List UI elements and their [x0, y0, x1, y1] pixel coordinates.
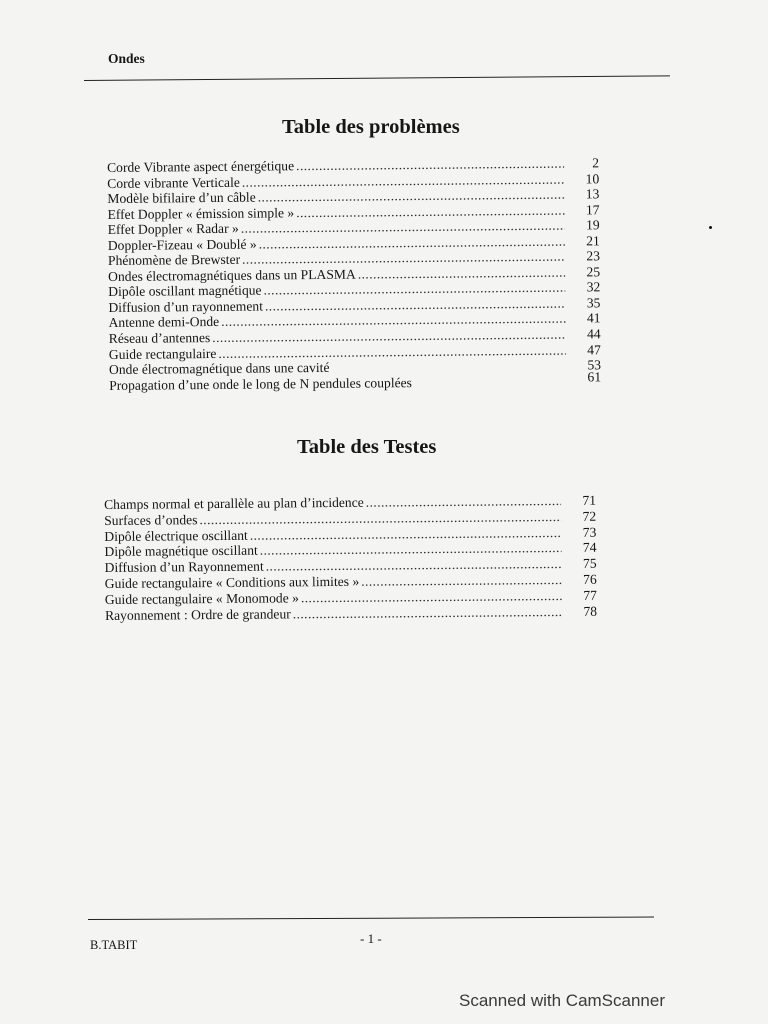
toc-entry-page: 35	[586, 295, 601, 311]
toc-entry-page: 13	[585, 186, 600, 202]
toc-entry-page: 17	[585, 201, 600, 218]
toc-entry-title: Propagation d’une onde le long de N pendules couplées	[109, 374, 412, 393]
toc-entry-page: 23	[586, 248, 601, 264]
toc-entry-page: 2	[592, 155, 600, 171]
toc-entry-title: Surfaces d’ondes	[104, 511, 198, 528]
toc-entry-title: Onde électromagnétique dans une cavité	[108, 359, 330, 378]
toc-entry-title: Réseau d’antennes	[108, 330, 211, 347]
toc-entry-page: 71	[582, 492, 597, 508]
toc-entry-page: 77	[583, 587, 597, 603]
problems-table-title: Table des problèmes	[282, 116, 460, 138]
toc-entry-page: 10	[585, 170, 600, 186]
toc-entry-page: 41	[586, 310, 601, 326]
toc-leader-dots	[414, 385, 566, 386]
toc-entry-title: Diffusion d’un rayonnement	[108, 298, 264, 315]
toc-entry	[105, 603, 597, 623]
toc-entry-page: 19	[585, 217, 600, 233]
toc-entry-title: Dipôle électrique oscillant	[104, 527, 248, 544]
scanner-watermark: Scanned with CamScanner	[459, 991, 666, 1010]
running-header: Ondes	[108, 51, 145, 66]
footer-page-number: - 1 -	[360, 931, 382, 946]
toc-entry-title: Effet Doppler « émission simple »	[107, 204, 295, 222]
tests-table-title: Table des Testes	[297, 436, 437, 458]
tests-toc-list	[104, 493, 597, 624]
toc-entry-page: 75	[582, 555, 597, 572]
toc-entry-title: Effet Doppler « Radar »	[107, 220, 239, 238]
toc-entry-page: 74	[582, 540, 597, 556]
toc-entry-page: 76	[583, 571, 597, 587]
toc-leader-dots	[293, 604, 562, 622]
toc-leader-dots	[331, 370, 566, 372]
toc-entry-page: 72	[582, 508, 597, 524]
toc-entry-page: 73	[582, 524, 597, 540]
toc-entry-title: Antenne demi-Onde	[108, 314, 220, 331]
toc-entry-title: Guide rectangulaire	[108, 345, 217, 362]
toc-entry-title: Champs normal et parallèle au plan d’incidence	[104, 494, 364, 512]
footer-author: B.TABIT	[90, 938, 138, 952]
toc-entry-title: Modèle bifilaire d’un câble	[107, 189, 256, 207]
toc-entry-title: Ondes électromagnétiques dans un PLASMA	[108, 266, 356, 284]
toc-entry-title: Doppler-Fizeau « Doublé »	[107, 236, 257, 253]
toc-entry-title: Guide rectangulaire « Monomode »	[104, 590, 299, 607]
toc-entry-title: Dipôle oscillant magnétique	[108, 282, 262, 300]
toc-entry-page: 32	[586, 279, 601, 295]
footer-rule	[88, 917, 654, 920]
toc-entry-page: 78	[583, 603, 598, 619]
toc-entry-title: Corde Vibrante aspect énergétique	[107, 158, 295, 175]
toc-entry-page: 53	[587, 357, 602, 373]
toc-entry-title: Corde vibrante Verticale	[107, 174, 240, 191]
toc-entry-page: 25	[586, 264, 601, 280]
problems-toc-list	[107, 155, 601, 393]
toc-entry-title: Diffusion d’un Rayonnement	[104, 558, 264, 576]
toc-entry-title: Dipôle magnétique oscillant	[104, 543, 258, 560]
toc-entry-page: 61	[587, 368, 602, 385]
scan-speck	[709, 226, 712, 229]
toc-leader-dots	[366, 493, 561, 510]
toc-entry-page: 21	[586, 233, 600, 249]
toc-entry-title: Phénomène de Brewster	[107, 252, 241, 269]
toc-entry-page: 44	[587, 326, 601, 342]
toc-entry-title: Guide rectangulaire « Conditions aux limites »	[104, 573, 360, 591]
toc-entry-page: 47	[587, 341, 601, 357]
toc-entry-title: Rayonnement : Ordre de grandeur	[104, 605, 291, 623]
toc-leader-dots	[361, 572, 562, 589]
header-rule	[84, 75, 670, 81]
